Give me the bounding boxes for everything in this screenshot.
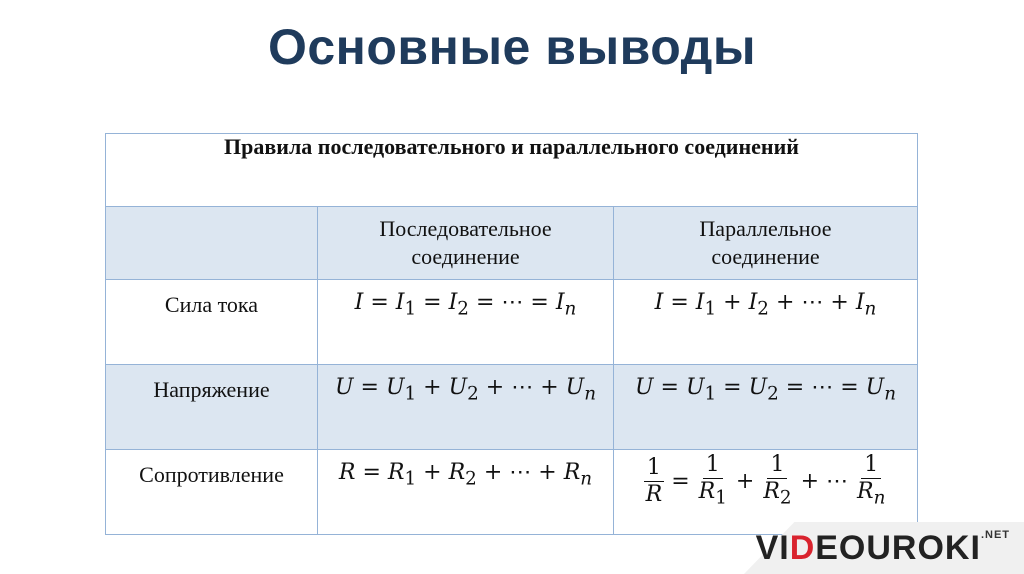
formula-voltage-series: $U = U_1 + U_2$ + ⋯ + $U_n$	[318, 365, 614, 450]
header-parallel	[614, 207, 918, 280]
row-label-current: Сила тока	[106, 280, 318, 365]
table-header-row	[106, 207, 918, 280]
logo-part3: EOUROKI	[815, 529, 981, 567]
row-label-resistance: Сопротивление	[106, 450, 318, 535]
formula-current-series: $I = I_1 = I_2$ = ⋯ = $I_n$	[318, 280, 614, 365]
formula-resistance-parallel: $\frac{1}{R}$ = $\frac{1}{R_1}$ + $\frac{1}{R_2}$ + ⋯ $\frac{1}{R_n}$	[614, 450, 918, 535]
row-label-voltage: Напряжение	[106, 365, 318, 450]
table-row-resistance	[106, 450, 918, 535]
connection-rules-table	[105, 133, 918, 535]
logo-part1: VI	[755, 529, 790, 567]
table-caption: Правила последовательного и параллельного соединений	[106, 134, 918, 207]
header-series-line1: Последовательное	[379, 216, 552, 241]
formula-resistance-series: $R = R_1 + R_2$ + ⋯ + $R_n$	[318, 450, 614, 535]
header-parallel-line1: Параллельное	[699, 216, 832, 241]
videouroki-logo	[756, 529, 1010, 568]
header-empty-cell	[106, 207, 318, 280]
formula-voltage-parallel: $U = U_1 = U_2$ = ⋯ = $U_n$	[614, 365, 918, 450]
header-parallel-line2: соединение	[711, 244, 820, 269]
table-caption-row	[106, 134, 918, 207]
logo-part2: D	[789, 529, 816, 567]
page-title: Основные выводы	[267, 19, 757, 75]
header-series	[318, 207, 614, 280]
logo-suffix: .NET	[980, 529, 1010, 541]
table-row-voltage	[106, 365, 918, 450]
formula-current-parallel: $I = I_1 + I_2$ + ⋯ + $I_n$	[614, 280, 918, 365]
table-row-current	[106, 280, 918, 365]
header-series-line2: соединение	[411, 244, 520, 269]
